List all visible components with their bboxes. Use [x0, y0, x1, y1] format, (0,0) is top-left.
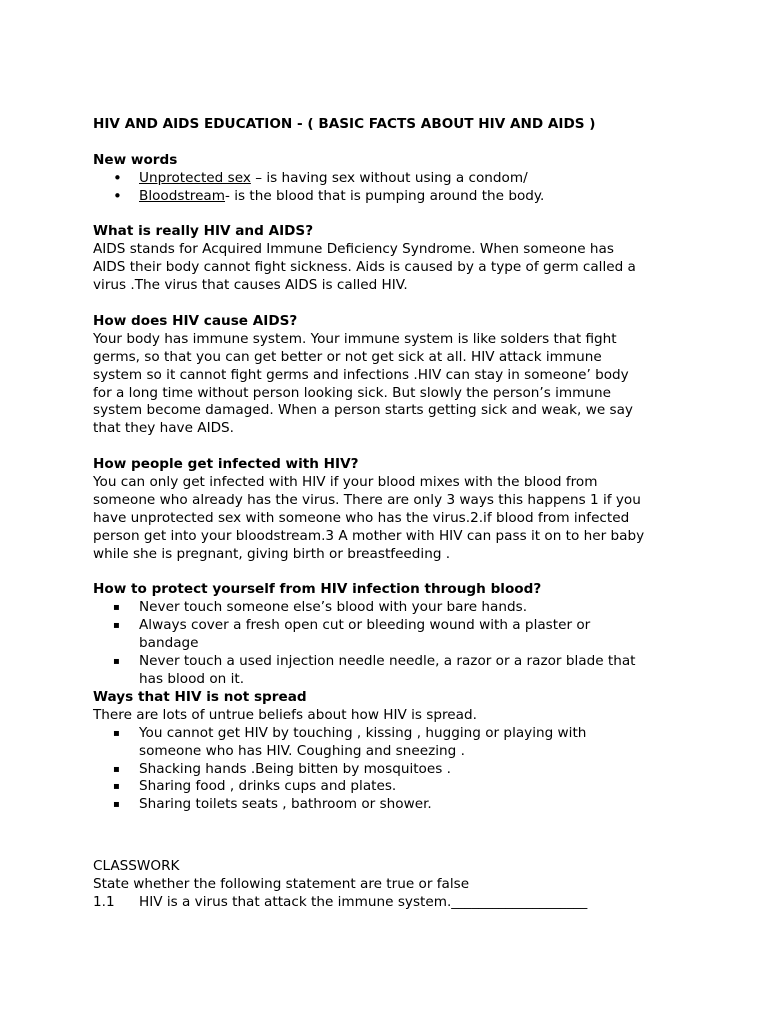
question-text: HIV is a virus that attack the immune system.____________________	[139, 894, 588, 911]
term: Bloodstream	[139, 187, 226, 204]
paragraph-line: for a long time without person looking sick. But slowly the person’s immune	[93, 384, 612, 401]
list-item	[93, 725, 683, 761]
list-item	[93, 778, 683, 796]
list-item-text: You cannot get HIV by touching , kissing , hugging or playing with	[139, 724, 587, 741]
list-item-text: Never touch a used injection needle needle, a razor or a razor blade that	[139, 653, 636, 670]
protect-list	[93, 599, 683, 689]
question-line	[93, 894, 683, 912]
list-item	[93, 796, 683, 814]
paragraph-line: You can only get infected with HIV if your blood mixes with the blood from	[93, 474, 598, 491]
list-item-text: bandage	[139, 635, 199, 652]
square-bullet-icon: ▪	[113, 620, 120, 632]
how-infected-heading: How people get infected with HIV?	[93, 456, 359, 473]
not-spread-intro: There are lots of untrue beliefs about how HIV is spread.	[93, 706, 477, 723]
paragraph-line: virus .The virus that causes AIDS is called HIV.	[93, 277, 408, 294]
definition: – is having sex without using a condom/	[250, 169, 528, 186]
document-title: HIV AND AIDS EDUCATION - ( BASIC FACTS ABOUT HIV AND AIDS )	[93, 116, 596, 132]
what-is-heading: What is really HIV and AIDS?	[93, 223, 314, 240]
list-item	[93, 617, 683, 653]
square-bullet-icon: ▪	[113, 727, 120, 739]
paragraph-line: have unprotected sex with someone who has the virus.2.if blood from infected	[93, 509, 630, 526]
list-item-text: Always cover a fresh open cut or bleeding wound with a plaster or	[139, 617, 591, 634]
classwork-heading: CLASSWORK	[93, 858, 180, 875]
not-spread-list	[93, 725, 683, 815]
paragraph-line: while she is pregnant, giving birth or breastfeeding .	[93, 545, 451, 562]
protect-heading: How to protect yourself from HIV infection through blood?	[93, 581, 542, 598]
list-item-text: has blood on it.	[139, 671, 245, 688]
bullet-icon: •	[113, 186, 122, 205]
new-words-heading: New words	[93, 151, 178, 168]
how-cause-heading: How does HIV cause AIDS?	[93, 312, 298, 329]
term: Unprotected sex	[139, 169, 251, 186]
list-item	[93, 761, 683, 779]
paragraph-line: system become damaged. When a person starts getting sick and weak, we say	[93, 402, 633, 419]
square-bullet-icon: ▪	[113, 602, 120, 614]
list-item	[93, 653, 683, 689]
paragraph-line: AIDS stands for Acquired Immune Deficiency Syndrome. When someone has	[93, 241, 614, 258]
list-item	[93, 170, 683, 188]
list-item-text: Sharing toilets seats , bathroom or shower.	[139, 796, 432, 813]
list-item-text: someone who has HIV. Coughing and sneezing .	[139, 742, 465, 759]
paragraph-line: that they have AIDS.	[93, 420, 235, 437]
document-body	[93, 116, 683, 912]
list-item-text: Sharing food , drinks cups and plates.	[139, 778, 397, 795]
square-bullet-icon: ▪	[113, 763, 120, 775]
not-spread-heading: Ways that HIV is not spread	[93, 688, 307, 705]
list-item	[93, 188, 683, 206]
definition: - is the blood that is pumping around the body.	[225, 187, 545, 204]
bullet-icon: •	[113, 168, 122, 187]
question-number: 1.1	[93, 894, 115, 911]
paragraph-line: system so it cannot fight germs and infections .HIV can stay in someone’ body	[93, 366, 629, 383]
paragraph-line: AIDS their body cannot fight sickness. Aids is caused by a type of germ called a	[93, 259, 636, 276]
paragraph-line: germs, so that you can get better or not get sick at all. HIV attack immune	[93, 348, 602, 365]
classwork-instruction: State whether the following statement are true or false	[93, 876, 470, 893]
new-words-list	[93, 170, 683, 206]
square-bullet-icon: ▪	[113, 781, 120, 793]
square-bullet-icon: ▪	[113, 656, 120, 668]
paragraph-line: someone who already has the virus. There are only 3 ways this happens 1 if you	[93, 491, 641, 508]
list-item-text: Shacking hands .Being bitten by mosquitoes .	[139, 760, 451, 777]
list-item-text: Never touch someone else’s blood with your bare hands.	[139, 599, 528, 616]
square-bullet-icon: ▪	[113, 799, 120, 811]
paragraph-line: Your body has immune system. Your immune system is like solders that fight	[93, 330, 617, 347]
list-item	[93, 599, 683, 617]
paragraph-line: person get into your bloodstream.3 A mother with HIV can pass it on to her baby	[93, 527, 645, 544]
